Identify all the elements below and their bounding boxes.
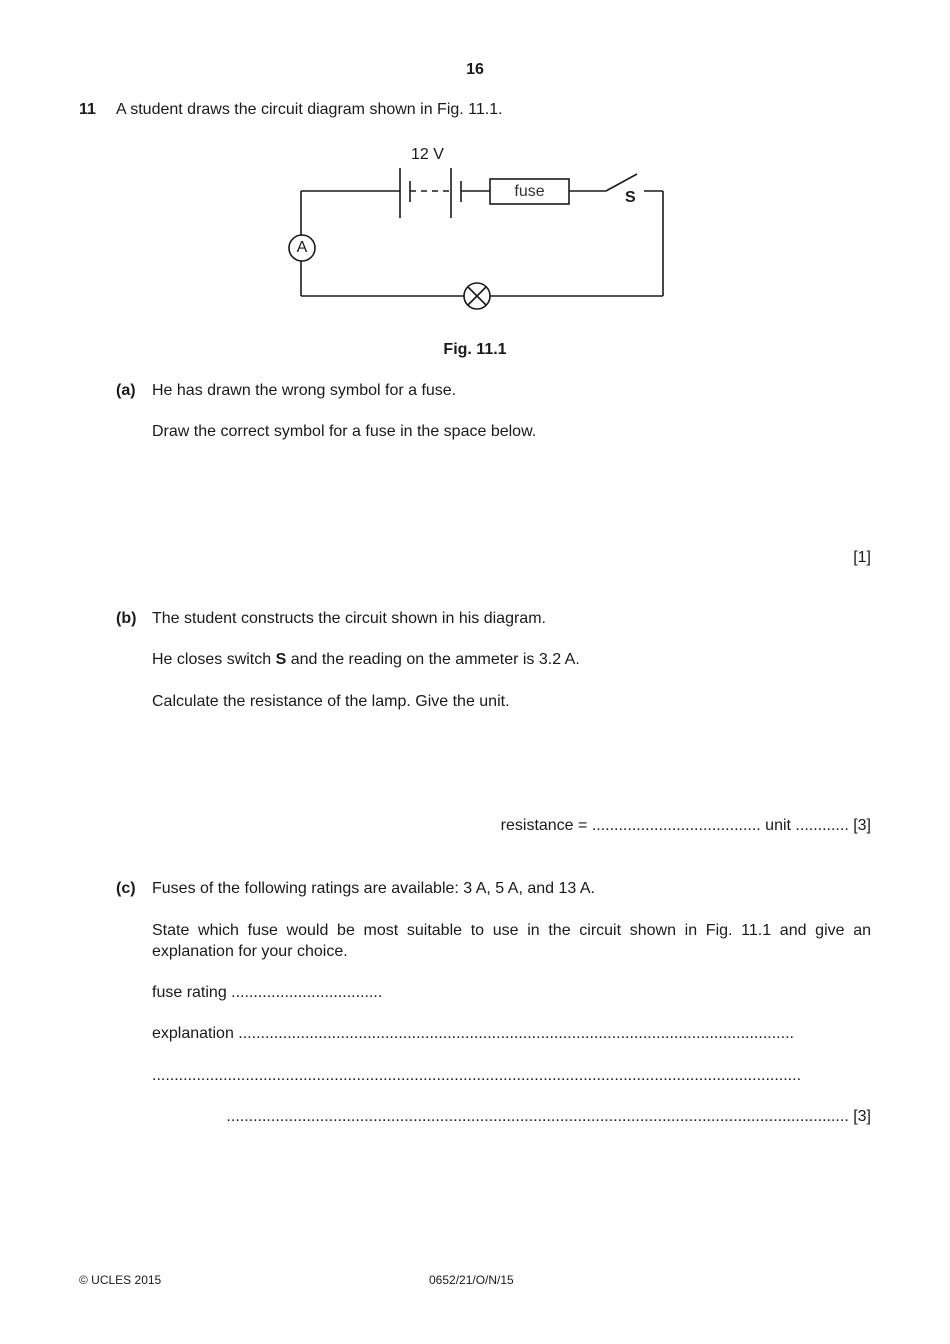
part-b-line3: Calculate the resistance of the lamp. Give the unit. xyxy=(152,693,510,710)
fuse-label: fuse xyxy=(514,183,545,200)
switch-label: S xyxy=(625,189,636,206)
part-a-label: (a) xyxy=(116,382,136,399)
voltage-label: 12 V xyxy=(411,146,444,163)
resistance-answer-line[interactable]: resistance = ...................................... unit ............ [3] xyxy=(500,817,871,834)
part-c-label: (c) xyxy=(116,880,136,897)
part-c-line1: Fuses of the following ratings are available: 3 A, 5 A, and 13 A. xyxy=(152,880,595,897)
explanation-answer-line[interactable]: explanation ............................................................................................................................. xyxy=(152,1025,794,1042)
question-number: 11 xyxy=(79,101,96,118)
figure-caption: Fig. 11.1 xyxy=(443,341,507,358)
page-number: 16 xyxy=(466,61,484,78)
part-a-marks: [1] xyxy=(853,549,871,566)
part-b-line2-pre: He closes switch xyxy=(152,651,276,668)
explanation-answer-line-2[interactable]: .................................................................................................................................................. xyxy=(152,1067,802,1084)
part-c-line2: State which fuse would be most suitable to use in the circuit shown in Fig. 11.1 and give an explanation for your choice. xyxy=(152,922,871,960)
footer-code: 0652/21/O/N/15 xyxy=(429,1273,514,1287)
question-intro: A student draws the circuit diagram shown in Fig. 11.1. xyxy=(116,101,503,118)
part-b-line1: The student constructs the circuit shown in his diagram. xyxy=(152,610,546,627)
part-a-line1: He has drawn the wrong symbol for a fuse. xyxy=(152,382,457,399)
part-a-line2: Draw the correct symbol for a fuse in the space below. xyxy=(152,423,537,440)
circuit-diagram xyxy=(0,0,950,340)
fuse-rating-answer-line[interactable]: fuse rating .................................. xyxy=(152,984,383,1001)
explanation-answer-line-3[interactable]: ............................................................................................................................................ [3] xyxy=(226,1108,871,1125)
part-b-line2-post: and the reading on the ammeter is 3.2 A. xyxy=(286,651,580,668)
ammeter-label: A xyxy=(296,239,308,256)
footer-copyright: © UCLES 2015 xyxy=(79,1273,162,1287)
part-b-label: (b) xyxy=(116,610,137,627)
switch-reference: S xyxy=(275,651,287,668)
part-b-line2 xyxy=(152,650,580,670)
